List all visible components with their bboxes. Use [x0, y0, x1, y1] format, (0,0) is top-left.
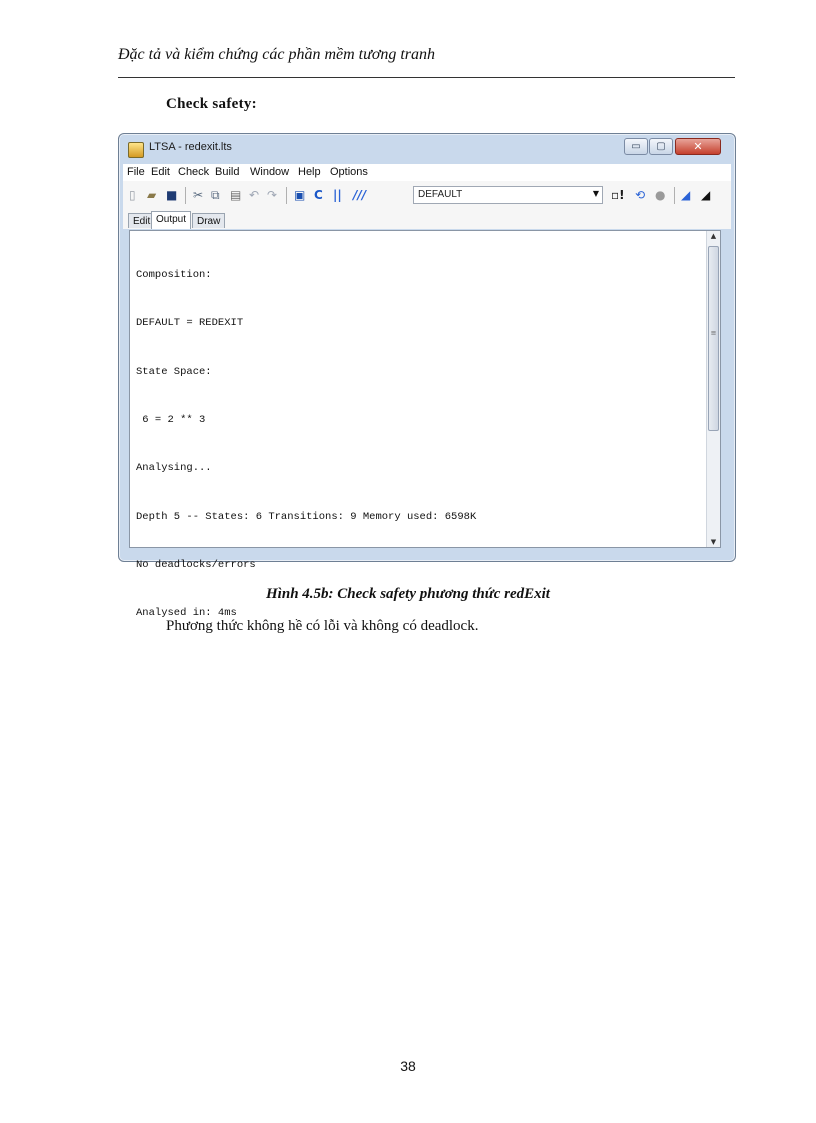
window-icon[interactable]: ▣ [294, 188, 306, 202]
menu-options[interactable]: Options [330, 166, 368, 178]
menu-bar [123, 164, 731, 182]
stop-icon[interactable]: ● [655, 188, 666, 202]
minimise-icon[interactable]: ◢ [681, 188, 691, 202]
scroll-grip-icon: ≡ [710, 329, 717, 337]
tab-edit[interactable]: Edit [128, 213, 155, 228]
redo-icon[interactable]: ↷ [267, 188, 278, 202]
save-icon[interactable]: ■ [166, 188, 178, 202]
target-select[interactable] [413, 186, 603, 204]
title-bar[interactable] [119, 134, 735, 162]
compile-icon[interactable]: C [314, 188, 323, 202]
progress-check-icon[interactable]: ⟲ [635, 188, 646, 202]
section-label: Check safety: [166, 96, 257, 112]
minimize-icon: ▭ [631, 141, 641, 152]
scroll-up-icon[interactable]: ▲ [710, 232, 717, 240]
window-title: LTSA - redexit.lts [149, 141, 232, 153]
maximize-icon: ▢ [656, 141, 666, 152]
menu-build[interactable]: Build [215, 166, 240, 178]
deadlock-check-icon[interactable]: ▫! [611, 188, 625, 202]
output-line: Analysing... [136, 462, 212, 475]
open-folder-icon[interactable]: ▰ [147, 188, 157, 202]
menu-edit[interactable]: Edit [151, 166, 170, 178]
tab-draw[interactable]: Draw [192, 213, 225, 228]
menu-help[interactable]: Help [298, 166, 321, 178]
menu-check[interactable]: Check [178, 166, 210, 178]
parallel-icon[interactable]: || [333, 188, 342, 202]
maximize-button[interactable] [649, 138, 673, 155]
scroll-down-icon[interactable]: ▼ [710, 538, 717, 546]
output-line: Depth 5 -- States: 6 Transitions: 9 Memory used: 6598K [136, 510, 477, 523]
close-icon: ✕ [693, 140, 703, 153]
toolbar-separator [286, 187, 287, 204]
body-paragraph: Phương thức không hề có lỗi và không có deadlock. [166, 618, 479, 634]
menu-window[interactable]: Window [250, 166, 290, 178]
header-rule [118, 77, 735, 78]
copy-icon[interactable]: ⧉ [211, 188, 220, 202]
running-header: Đặc tả và kiểm chứng các phần mềm tương tranh [118, 46, 436, 63]
vertical-scrollbar[interactable] [706, 231, 720, 547]
tab-strip [123, 209, 731, 229]
output-line: DEFAULT = REDEXIT [136, 317, 244, 330]
minimize-button[interactable] [624, 138, 648, 155]
undo-icon[interactable]: ↶ [249, 188, 260, 202]
toolbar-separator [674, 187, 675, 204]
page-number: 38 [400, 1058, 416, 1074]
output-line: No deadlocks/errors [136, 558, 256, 571]
toolbar-separator [185, 187, 186, 204]
output-line: Composition: [136, 269, 212, 282]
output-line: Analysed in: 4ms [136, 607, 237, 620]
tab-output[interactable]: Output [151, 211, 191, 229]
output-line: 6 = 2 ** 3 [136, 414, 206, 427]
chevron-down-icon: ▼ [592, 189, 599, 198]
reduce-icon[interactable]: ◢ [701, 188, 711, 202]
ltsa-app-icon [128, 142, 144, 158]
paste-icon[interactable]: ▤ [230, 188, 242, 202]
menu-file[interactable]: File [127, 166, 145, 178]
target-select-value: DEFAULT [418, 189, 463, 200]
toolbar [123, 181, 731, 209]
output-line: State Space: [136, 365, 212, 378]
close-button[interactable] [675, 138, 721, 155]
compose-icon[interactable]: /// [353, 188, 367, 202]
cut-icon[interactable]: ✂ [193, 188, 204, 202]
new-file-icon[interactable]: ▯ [129, 188, 136, 202]
scrollbar-thumb[interactable] [708, 246, 719, 431]
figure-caption: Hình 4.5b: Check safety phương thức redExit [266, 586, 550, 602]
